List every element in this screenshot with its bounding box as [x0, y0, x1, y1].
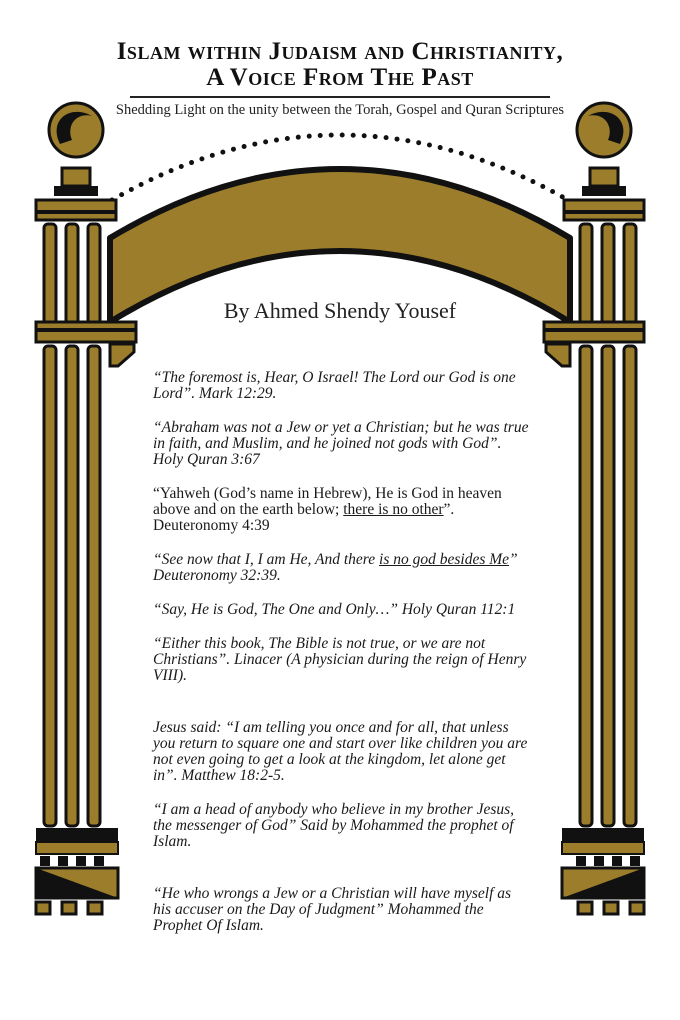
- quote-text: ” Deuteronomy 32:39.: [153, 551, 518, 584]
- quote-list: [153, 370, 533, 952]
- quote-deuteronomy-32-39: [153, 552, 533, 584]
- book-title-line-1: Islam within Judaism and Christianity,: [116, 38, 564, 65]
- quote-deuteronomy-4-39: [153, 486, 533, 534]
- quote-linacer: “Either this book, The Bible is not true, or we are not Christians”. Linacer (A physician during the reign of Henry VIII).: [153, 635, 527, 684]
- book-title-line-2: A Voice From The Past: [206, 64, 474, 91]
- left-column: [36, 103, 136, 914]
- quote-quran-112-1: “Say, He is God, The One and Only…” Holy Quran 112:1: [153, 601, 516, 618]
- quote-quran-3-67: “Abraham was not a Jew or yet a Christian; but he was true in faith, and Muslim, and he joined not gods with God”. Holy Quran 3:67: [153, 419, 529, 468]
- quote-mark-12-29: “The foremost is, Hear, O Israel! The Lord our God is one Lord”. Mark 12:29.: [153, 369, 516, 402]
- quote-matthew-18: Jesus said: “I am telling you once and for all, that unless you return to square one and start over like children you are not even going to get a look at the kingdom, let alone get in”. Matthew 18:2-5.: [153, 719, 528, 784]
- author-byline: By Ahmed Shendy Yousef: [223, 298, 457, 323]
- book-subtitle: Shedding Light on the unity between the Torah, Gospel and Quran Scriptures: [115, 102, 565, 118]
- quote-mohammed-judgment: “He who wrongs a Jew or a Christian will have myself as his accuser on the Day of Judgment” Mohammed the Prophet Of Islam.: [153, 885, 512, 934]
- quote-text: ”. Deuteronomy 4:39: [153, 501, 455, 534]
- quote-mohammed-jesus: “I am a head of anybody who believe in my brother Jesus, the messenger of God” Said by Mohammed the prophet of Islam.: [153, 801, 515, 850]
- quote-underlined-text: is no god besides Me: [379, 551, 510, 568]
- quote-text: “See now that I, I am He, And there: [153, 551, 380, 568]
- title-divider: [130, 96, 550, 98]
- quote-text: “Yahweh (God’s name in Hebrew), He is God in heaven above and on the earth below;: [153, 485, 502, 518]
- quote-underlined-text: there is no other: [343, 501, 444, 518]
- right-column: [544, 103, 644, 914]
